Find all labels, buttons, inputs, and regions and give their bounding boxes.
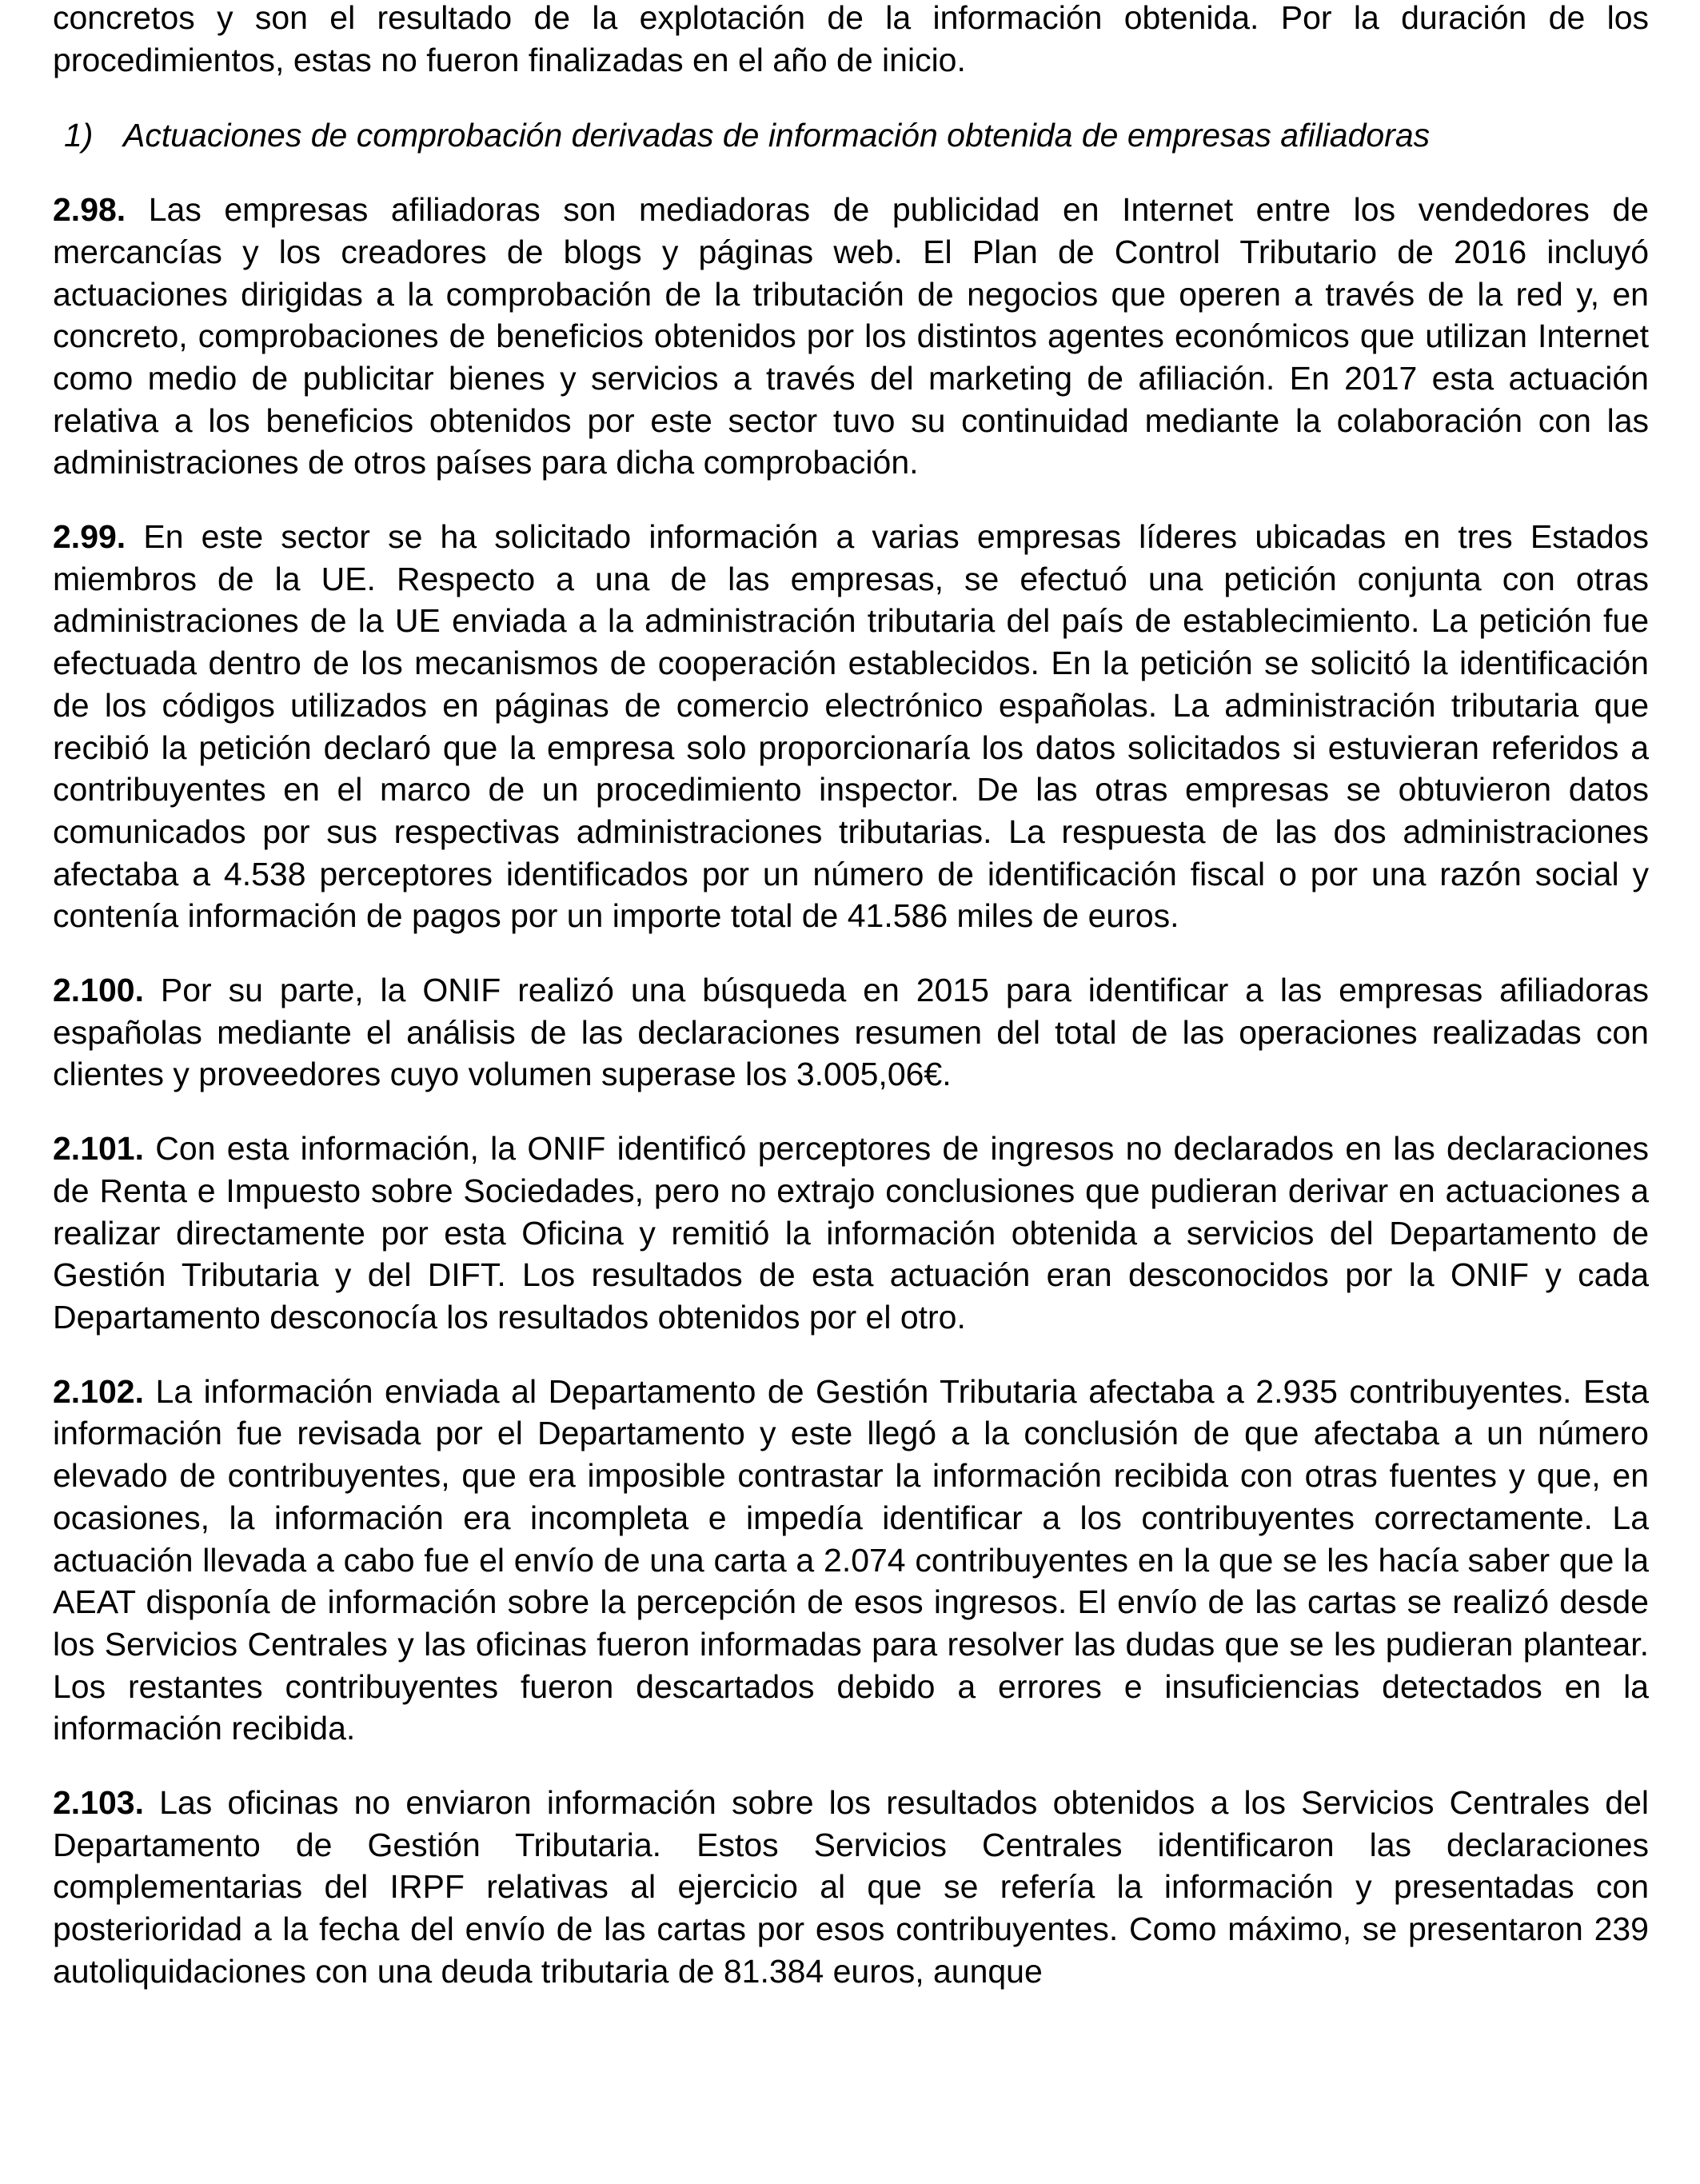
paragraph-text: Con esta información, la ONIF identificó perceptores de ingresos no declarados en las declaraciones de Renta e Impuesto sobre Sociedades, pero no extrajo conclusiones que pudieran derivar en actuaciones a realizar directamente por esta Oficina y remitió la información obtenida a servicios del Departamento de Gestión Tributaria y del DIFT. Los resultados de esta actuación eran desconocidos por la ONIF y cada Departamento desconocía los resultados obtenidos por el otro. [53, 1130, 1649, 1336]
paragraph-text: En este sector se ha solicitado información a varias empresas líderes ubicadas en tres Estados miembros de la UE. Respecto a una de las empresas, se efectuó una petición conjunta con otras administraciones de la UE enviada a la administración tributaria del país de establecimiento. La petición fue efectuada dentro de los mecanismos de cooperación establecidos. En la petición se solicitó la identificación de los códigos utilizados en páginas de comercio electrónico españolas. La administración tributaria que recibió la petición declaró que la empresa solo proporcionaría los datos solicitados si estuvieran referidos a contribuyentes en el marco de un procedimiento inspector. De las otras empresas se obtuvieron datos comunicados por sus respectivas administraciones tributarias. La respuesta de las dos administraciones afectaba a 4.538 perceptores identificados por un número de identificación fiscal o por una razón social y contenía información de pagos por un importe total de 41.586 miles de euros. [53, 518, 1649, 935]
paragraph-number: 2.102. [53, 1372, 144, 1410]
section-heading [64, 114, 1649, 157]
paragraph-2-101 [53, 1128, 1649, 1339]
paragraph-number: 2.99. [53, 518, 126, 556]
paragraph-number: 2.100. [53, 972, 144, 1009]
paragraph-text: Las empresas afiliadoras son mediadoras de publicidad en Internet entre los vendedores de mercancías y los creadores de blogs y páginas web. El Plan de Control Tributario de 2016 incluyó actuaciones dirigidas a la comprobación de la tributación de negocios que operen a través de la red y, en concreto, comprobaciones de beneficios obtenidos por los distintos agentes económicos que utilizan Internet como medio de publicitar bienes y servicios a través del marketing de afiliación. En 2017 esta actuación relativa a los beneficios obtenidos por este sector tuvo su continuidad mediante la colaboración con las administraciones de otros países para dicha comprobación. [53, 191, 1649, 481]
document-page [53, 0, 1649, 1993]
paragraph-2-103 [53, 1782, 1649, 1993]
paragraph-text: Las oficinas no enviaron información sobre los resultados obtenidos a los Servicios Centrales del Departamento de Gestión Tributaria. Estos Servicios Centrales identificaron las declaraciones complementarias del IRPF relativas al ejercicio al que se refería la información y presentadas con posterioridad a la fecha del envío de las cartas por esos contribuyentes. Como máximo, se presentaron 239 autoliquidaciones con una deuda tributaria de 81.384 euros, aunque [53, 1784, 1649, 1990]
section-heading-title: Actuaciones de comprobación derivadas de información obtenida de empresas afiliadoras [123, 117, 1431, 154]
lead-paragraph: concretos y son el resultado de la explotación de la información obtenida. Por la duración de los procedimientos, estas no fueron finalizadas en el año de inicio. [53, 0, 1649, 78]
paragraph-text: La información enviada al Departamento de Gestión Tributaria afectaba a 2.935 contribuyentes. Esta información fue revisada por el Departamento y este llegó a la conclusión de que afectaba a un número elevado de contribuyentes, que era imposible contrastar la información recibida con otras fuentes y que, en ocasiones, la información era incompleta e impedía identificar a los contribuyentes correctamente. La actuación llevada a cabo fue el envío de una carta a 2.074 contribuyentes en la que se les hacía saber que la AEAT disponía de información sobre la percepción de esos ingresos. El envío de las cartas se realizó desde los Servicios Centrales y las oficinas fueron informadas para resolver las dudas que se les pudieran plantear. Los restantes contribuyentes fueron descartados debido a errores e insuficiencias detectados en la información recibida. [53, 1372, 1649, 1747]
section-heading-number: 1) [64, 117, 94, 154]
paragraph-number: 2.101. [53, 1130, 144, 1168]
paragraph-text: Por su parte, la ONIF realizó una búsqueda en 2015 para identificar a las empresas afiliadoras españolas mediante el análisis de las declaraciones resumen del total de las operaciones realizadas con clientes y proveedores cuyo volumen superase los 3.005,06€. [53, 972, 1649, 1093]
paragraph-2-98 [53, 189, 1649, 484]
paragraph-number: 2.103. [53, 1784, 144, 1822]
paragraph-2-100 [53, 969, 1649, 1096]
paragraph-2-99 [53, 516, 1649, 937]
paragraph-2-102 [53, 1371, 1649, 1750]
paragraph-number: 2.98. [53, 191, 126, 229]
